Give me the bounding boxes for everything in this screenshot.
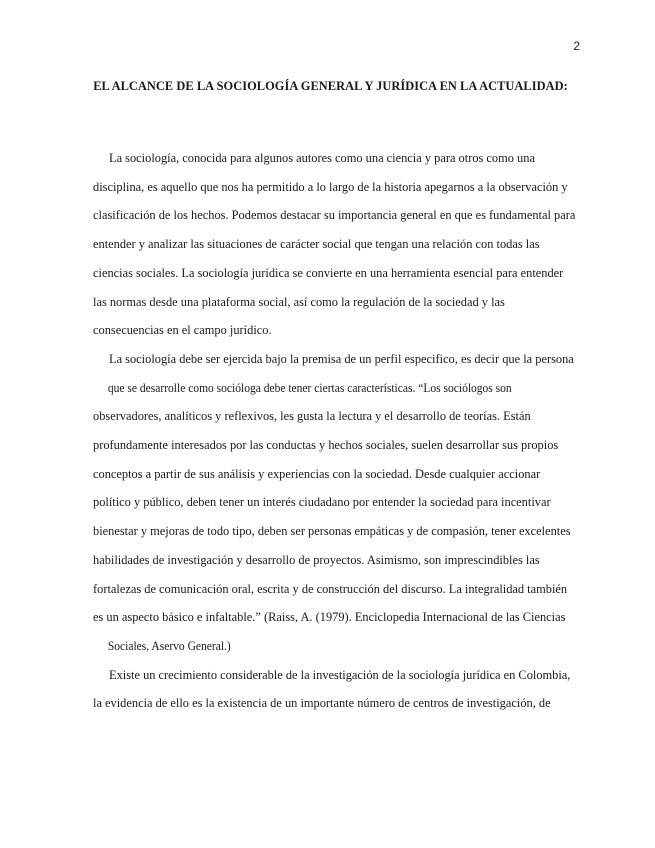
paragraph-line: habilidades de investigación y desarrollo de proyectos. Asimismo, son imprescindibles las — [93, 552, 540, 567]
paragraph-1 — [77, 144, 579, 345]
paragraph-line-text: que se desarrolle como socióloga debe tener ciertas características. “Los sociólogos son — [107, 380, 512, 395]
paragraph-line: Existe un crecimiento considerable de la investigación de la sociología jurídica en Colombia, — [109, 667, 571, 682]
paragraph-line-text: Sociales, Aservo General.) — [107, 638, 231, 653]
paragraph-line: observadores, analíticos y reflexivos, les gusta la lectura y el desarrollo de teorías. Están — [93, 409, 531, 424]
paragraph-line — [77, 632, 579, 661]
paragraph-line: bienestar y mejoras de todo tipo, deben ser personas empáticas y de compasión, tener excelentes — [93, 524, 571, 539]
paragraph-line: es un aspecto básico e infaltable.” (Raiss, A. (1979). Enciclopedia Internacional de las Ciencias — [93, 610, 566, 625]
paragraph-2 — [77, 345, 579, 661]
paragraph-line: profundamente interesados por las conductas y hechos sociales, suelen desarrollar sus propios — [93, 438, 559, 453]
paragraph-line: La sociología debe ser ejercida bajo la premisa de un perfil especifico, es decir que la persona — [109, 351, 574, 366]
paragraph-line — [77, 374, 579, 403]
paragraph-line: La sociología, conocida para algunos autores como una ciencia y para otros como una — [109, 151, 535, 165]
paragraph-line: ciencias sociales. La sociología jurídica se convierte en una herramienta esencial para entender — [93, 265, 564, 280]
page-number: 2 — [573, 39, 580, 53]
paragraph-line: entender y analizar las situaciones de carácter social que tengan una relación con todas las — [93, 237, 540, 252]
document-body — [77, 144, 579, 718]
paragraph-line: conceptos a partir de sus análisis y experiencias con la sociedad. Desde cualquier accionar — [93, 466, 541, 481]
paragraph-3 — [77, 661, 579, 718]
paragraph-line: político y público, deben tener un interés ciudadano por entender la sociedad para incentivar — [93, 495, 551, 510]
paragraph-line: disciplina, es aquello que nos ha permitido a lo largo de la historia apegarnos a la observación y — [93, 179, 568, 194]
paragraph-line: fortalezas de comunicación oral, escrita y de construcción del discurso. La integralidad también — [93, 581, 568, 596]
paragraph-line: la evidencia de ello es la existencia de un importante número de centros de investigación, de — [93, 696, 551, 711]
paragraph-line: consecuencias en el campo jurídico. — [93, 323, 272, 338]
document-title: EL ALCANCE DE LA SOCIOLOGÍA GENERAL Y JURÍDICA EN LA ACTUALIDAD: — [93, 79, 568, 93]
paragraph-line: las normas desde una plataforma social, así como la regulación de la sociedad y las — [93, 294, 505, 309]
paragraph-line: clasificación de los hechos. Podemos destacar su importancia general en que es fundamental para — [93, 208, 576, 223]
